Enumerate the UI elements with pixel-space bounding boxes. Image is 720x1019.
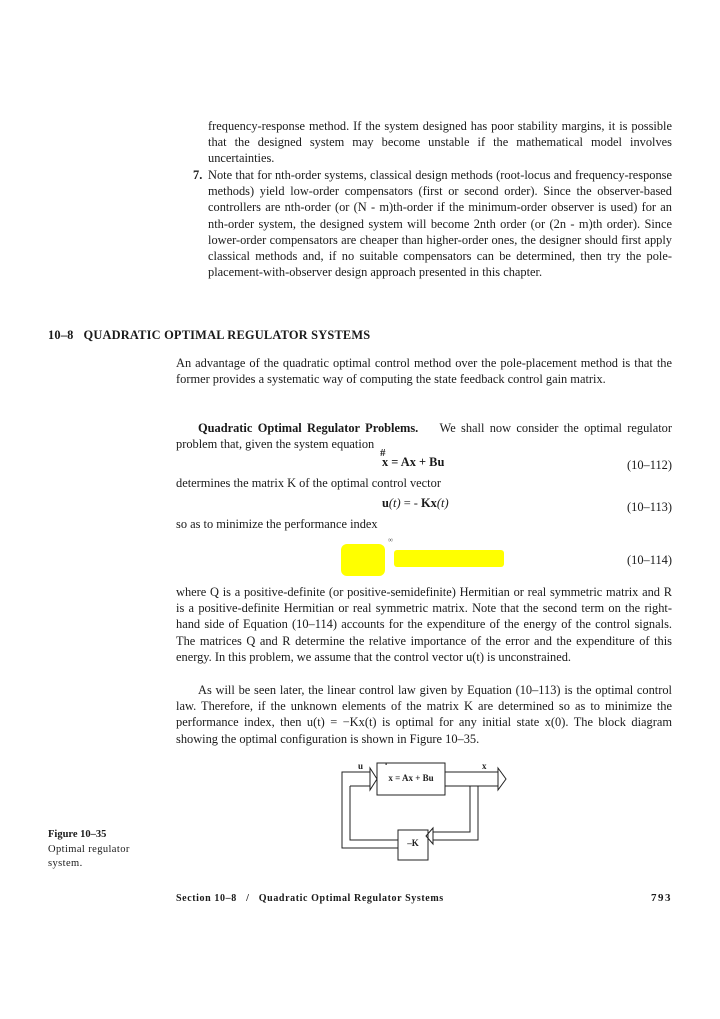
- equation-number-112: (10–112): [627, 458, 672, 472]
- feedback-right-inner: [433, 786, 470, 832]
- equation-number-114: (10–114): [627, 553, 672, 567]
- text-determines: determines the matrix K of the optimal control vector: [176, 476, 441, 490]
- eq112-rest: = Ax + Bu: [388, 455, 445, 469]
- footer-section: Section 10–8 / Quadratic Optimal Regulator Systems: [176, 893, 444, 904]
- subsection-title: Quadratic Optimal Regulator Problems.: [198, 421, 419, 435]
- block-diagram: [330, 758, 520, 876]
- gain-block-label: –K: [407, 838, 419, 848]
- where-paragraph: where Q is a positive-definite (or positive-semidefinite) Hermitian or real symmetric matrix and R is a positive-definite Hermitian or real symmetric matrix. Note that the second term on the right-hand side of Equation (10–114) accounts for the expenditure of the energy of the control signals. The matrices Q and R determine the relative importance of the error and the expenditure of this energy. In this problem, we assume that the control vector u(t) is unconstrained.: [176, 585, 672, 664]
- equation-10-112: [382, 455, 444, 470]
- text-minimize: so as to minimize the performance index: [176, 517, 378, 531]
- output-arrowhead: [498, 768, 506, 790]
- subsection-paragraph: [176, 420, 672, 452]
- figure-caption: Optimal regulator system.: [48, 844, 130, 869]
- output-label: x: [482, 761, 487, 771]
- eq113-K: Kx: [421, 496, 437, 510]
- eq113-t1: (t): [388, 496, 401, 510]
- intro-paragraph: An advantage of the quadratic optimal control method over the pole-placement method is that the former provides a systematic way of computing the state feedback control gain matrix.: [176, 356, 672, 387]
- list-number-7: 7.: [193, 168, 203, 182]
- input-label: u: [358, 761, 364, 771]
- highlight-integrand: [394, 550, 504, 567]
- subsection-text: We shall now consider the optimal regulator problem that, given the system equation: [176, 421, 672, 452]
- later-paragraph: As will be seen later, the linear control law given by Equation (10–113) is the optimal control law. Therefore, if the unknown elements of the matrix K are determined so as to minimize the performance index, then u(t) = −Kx(t) is optimal for any initial state x(0). The block diagram showing the optimal configuration is shown in Figure 10–35.: [176, 683, 672, 746]
- list-item-6-continuation: frequency-response method. If the system designed has poor stability margins, it is possible that the designed system may become unstable if the mathematical model involves uncertainties.: [208, 119, 672, 166]
- section-title: QUADRATIC OPTIMAL REGULATOR SYSTEMS: [83, 328, 371, 342]
- section-heading: [48, 328, 370, 343]
- eq113-t2: (t): [436, 496, 449, 510]
- eq113-mid: = -: [400, 496, 422, 510]
- section-number: 10–8: [48, 328, 74, 342]
- input-arrowhead: [370, 768, 377, 790]
- feedback-left-inner: [350, 786, 398, 840]
- equation-number-113: (10–113): [627, 500, 672, 514]
- dot-marker: #: [380, 447, 386, 459]
- equation-10-113: [382, 496, 449, 511]
- eq113-u: u: [382, 496, 389, 510]
- integral-upper-limit: ∞: [388, 536, 393, 544]
- list-item-7: Note that for nth-order systems, classical design methods (root-locus and frequency-response methods) yield low-order compensators (first or second order). Since the observer-based controllers are nth-order (or (N - m)th-order if the minimum-order observer is used) for an nth-order system, the designed system will become 2nth order (or (2n - m)th order). Since lower-order compensators are cheaper than higher-order ones, the designer should first apply classical methods and, if no suitable compensators can be determined, then try the pole-placement-with-observer design approach presented in this chapter.: [208, 168, 672, 280]
- figure-label: Figure 10–35: [48, 829, 107, 840]
- highlight-integral: [341, 544, 385, 576]
- plant-dot: .: [385, 758, 388, 767]
- eq112-lhs: x: [382, 455, 389, 469]
- page-number: 793: [651, 892, 672, 904]
- plant-block-label: x = Ax + Bu: [388, 773, 434, 783]
